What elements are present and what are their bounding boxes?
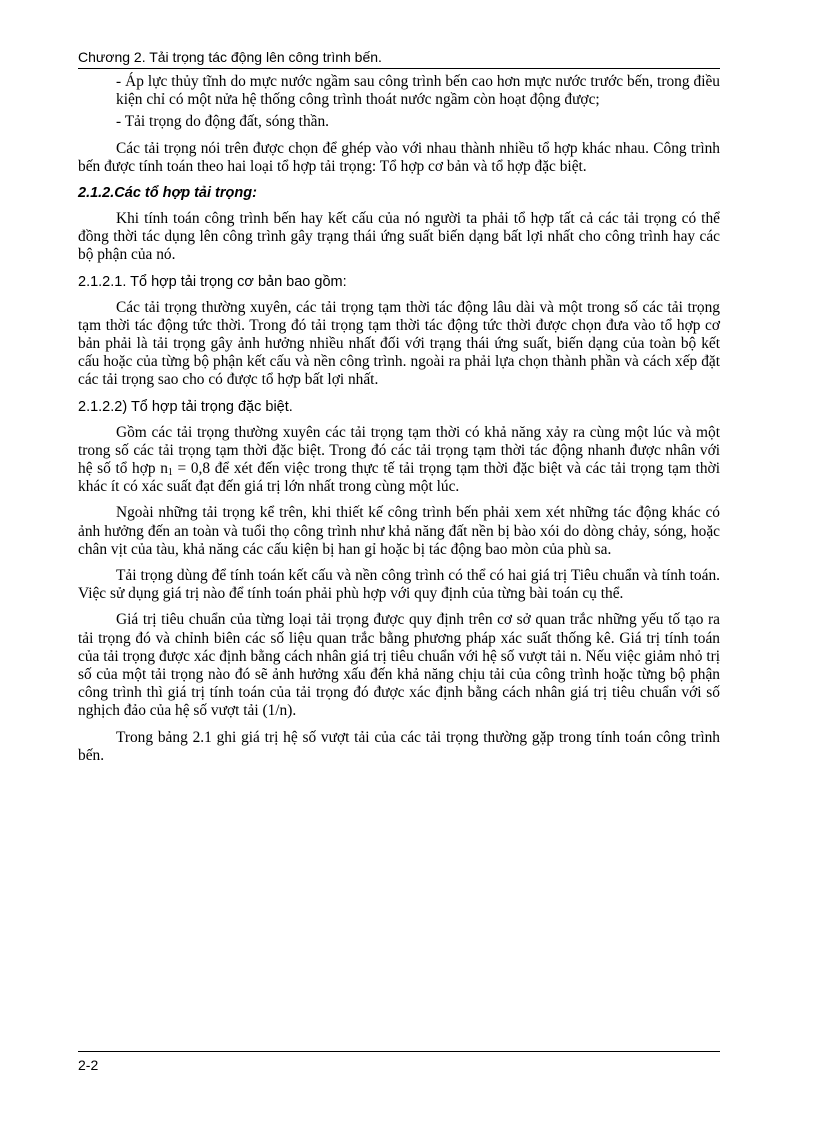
paragraph-special-combination: [78, 424, 720, 497]
bullet-hydrostatic: - Áp lực thủy tĩnh do mực nước ngầm sau công trình bến cao hơn mực nước trước bến, trong điều kiện chỉ có một nửa hệ thống công trình thoát nước ngầm còn hoạt động được;: [116, 73, 720, 109]
paragraph-section: Khi tính toán công trình bến hay kết cấu của nó người ta phải tổ hợp tất cả các tải trọng có thể đồng thời tác dụng lên công trình gây trạng thái ứng suất biến dạng bất lợi nhất cho công trình hay các bộ phận của nó.: [78, 210, 720, 264]
paragraph-special-text-1: Gồm các tải trọng thường xuyên các tải trọng tạm thời có khả năng xảy ra cùng một lúc và một trong số các tải trọng tạm thời đặc biệt. Trong đó các tải trọng tạm thời tác động nhanh được nhân với hệ số tổ hợp n: [78, 423, 720, 478]
paragraph-special-text-2: = 0,8 để xét đến việc trong thực tế tải trọng tạm thời đặc biệt và các tải trọng tạm thời khác ít có xác suất đạt đến giá trị lớn nhất trong cùng một lúc.: [78, 460, 720, 496]
page-header: [78, 48, 720, 69]
paragraph-table-reference: Trong bảng 2.1 ghi giá trị hệ số vượt tải của các tải trọng thường gặp trong tính toán công trình bến.: [78, 728, 720, 764]
bullet-earthquake: - Tải trọng do động đất, sóng thần.: [116, 113, 330, 131]
subsection-heading-basic: 2.1.2.1. Tổ hợp tải trọng cơ bản bao gồm:: [78, 273, 347, 290]
section-heading: 2.1.2.Các tổ hợp tải trọng:: [78, 185, 257, 202]
paragraph-standard-values: Giá trị tiêu chuẩn của từng loại tải trọng được quy định trên cơ sở quan trắc những yếu tố tạo ra tải trọng đó và chỉnh biên các số liệu quan trắc bằng phương pháp xác suất thống kê. Giá trị tính toán của tải trọng được xác định bằng cách nhân giá trị tiêu chuẩn với hệ số vượt tải n. Nếu việc giảm nhỏ trị số của một tải trọng nào đó sẽ ảnh hưởng xấu đến khả năng chịu tải của công trình hoặc từng bộ phận công trình thì giá trị tính toán của tải trọng đó được xác định bằng cách nhân giá trị tiêu chuẩn với số nghịch đảo của hệ số vượt tải (1/n).: [78, 611, 720, 720]
subscript-n1: 1: [167, 467, 173, 479]
chapter-title: Chương 2. Tải trọng tác động lên công trình bến.: [78, 49, 382, 65]
page-body: [78, 73, 720, 773]
paragraph-other-effects: Ngoài những tải trọng kể trên, khi thiết kế công trình bến phải xem xét những tác động khác có ảnh hưởng đến an toàn và tuổi thọ công trình như khả năng đất nền bị bào xói do dòng chảy, sóng, hoặc chân vịt của tàu, khả năng các cấu kiện bị han gỉ hoặc bị tác động bao mòn của phù sa.: [78, 504, 720, 558]
paragraph-load-values: Tải trọng dùng để tính toán kết cấu và nền công trình có thể có hai giá trị Tiêu chuẩn và tính toán. Việc sử dụng giá trị nào để tính toán phải phù hợp với quy định của từng bài toán cụ thể.: [78, 567, 720, 603]
paragraph-basic-combination: Các tải trọng thường xuyên, các tải trọng tạm thời tác động lâu dài và một trong số các tải trọng tạm thời tác động tức thời. Trong đó tải trọng tạm thời tác động tức thời được chọn đưa vào tổ hợp cơ bản phải là tải trọng gây ảnh hưởng nhiều nhất đối với trạng thái ứng suất, biến dạng của toàn bộ kết cấu hoặc của từng bộ phận kết cấu và nền công trình. ngoài ra phải lựa chọn thành phần và cách xếp đặt các tải trọng sao cho có được tổ hợp bất lợi nhất.: [78, 298, 720, 389]
footer-divider: [78, 1051, 720, 1052]
paragraph-intro: Các tải trọng nói trên được chọn để ghép vào với nhau thành nhiều tổ hợp khác nhau. Công trình bến được tính toán theo hai loại tổ hợp tải trọng: Tổ hợp cơ bản và tổ hợp đặc biệt.: [78, 139, 720, 175]
page-number: 2-2: [78, 1057, 99, 1073]
subsection-heading-special: 2.1.2.2) Tổ hợp tải trọng đặc biệt.: [78, 398, 293, 415]
